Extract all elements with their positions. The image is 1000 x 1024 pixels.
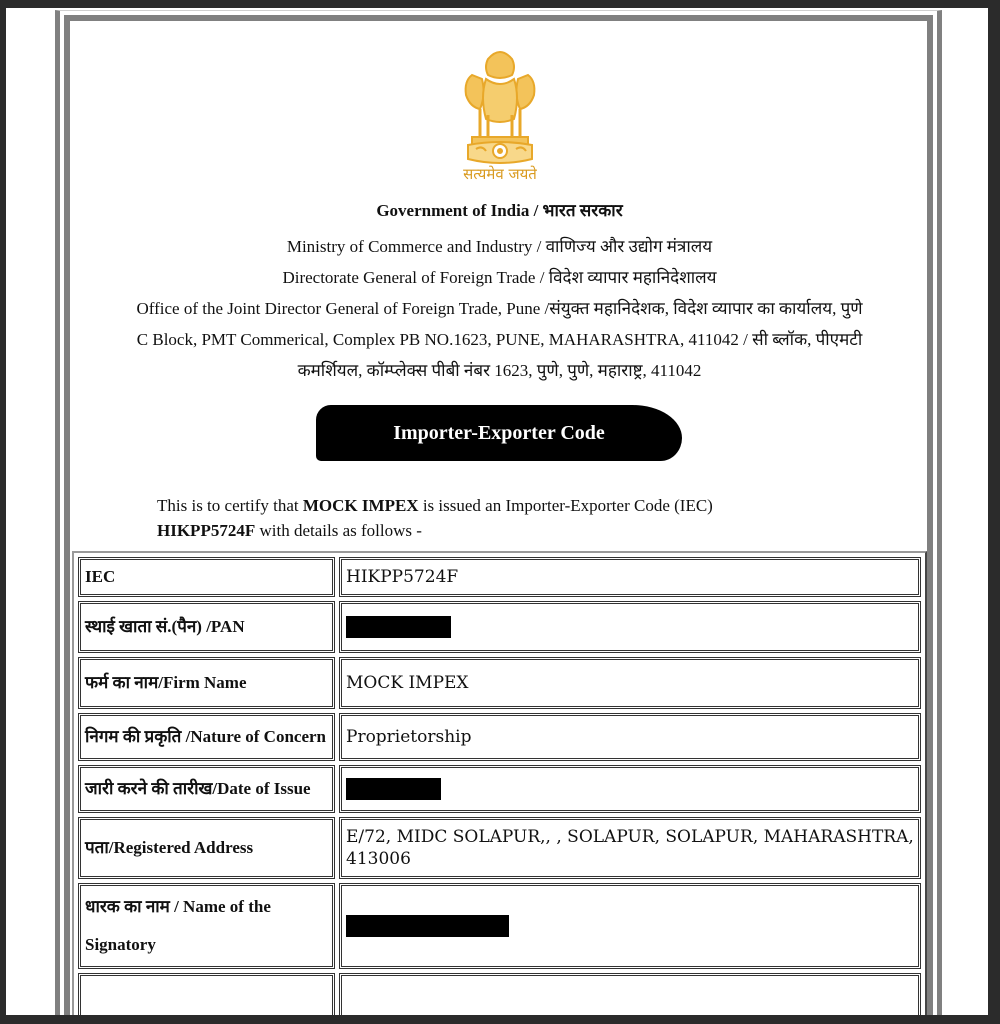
redacted-value-block (346, 778, 441, 800)
redacted-value-block (346, 616, 451, 638)
detail-value: MOCK IMPEX (339, 657, 921, 709)
table-row (78, 713, 921, 761)
office-address-line-2: कमर्शियल, कॉम्प्लेक्स पीबी नंबर 1623, पुणे, पुणे, महाराष्ट्र, 411042 (297, 361, 702, 380)
iec-details-table (72, 551, 927, 1015)
detail-label: फर्म का नाम/Firm Name (78, 657, 335, 709)
detail-label: निगम की प्रकृति /Nature of Concern (78, 713, 335, 761)
emblem-motto: सत्यमेव जयते (463, 165, 537, 183)
detail-value (339, 973, 921, 1015)
office-address-line-1: C Block, PMT Commerical, Complex PB NO.1623, PUNE, MAHARASHTRA, 411042 / सी ब्लॉक, पीएमटी (136, 330, 863, 349)
detail-label: स्थाई खाता सं.(पैन) /PAN (78, 601, 335, 653)
table-row (78, 657, 921, 709)
detail-value: E/72, MIDC SOLAPUR,, , SOLAPUR, SOLAPUR, MAHARASHTRA, 413006 (339, 817, 921, 879)
ministry-line: Ministry of Commerce and Industry / वाणिज्य और उद्योग मंत्रालय (286, 237, 713, 256)
cert-suffix: with details as follows - (255, 521, 422, 540)
table-row (78, 557, 921, 597)
detail-label: जारी करने की तारीख/Date of Issue (78, 765, 335, 813)
table-row (78, 883, 921, 969)
certification-statement (157, 493, 837, 543)
cert-prefix: This is to certify that (157, 496, 303, 515)
office-line: Office of the Joint Director General of Foreign Trade, Pune /संयुक्त महानिदेशक, विदेश व्यापार का कार्यालय, पुणे (136, 299, 863, 318)
cert-iec-code: HIKPP5724F (157, 521, 256, 540)
directorate-line: Directorate General of Foreign Trade / विदेश व्यापार महानिदेशालय (282, 268, 717, 287)
cert-middle: is issued an Importer-Exporter Code (IEC) (418, 496, 713, 515)
document-page (6, 8, 988, 1015)
detail-value: HIKPP5724F (339, 557, 921, 597)
redacted-value-block (346, 915, 509, 937)
detail-label: पता/Registered Address (78, 817, 335, 879)
table-row (78, 601, 921, 653)
certificate-title: Importer-Exporter Code (393, 421, 605, 444)
detail-label (78, 973, 335, 1015)
table-row (78, 765, 921, 813)
detail-label: धारक का नाम / Name of the Signatory (78, 883, 335, 969)
detail-value: Proprietorship (339, 713, 921, 761)
government-title: Government of India / भारत सरकार (376, 201, 623, 220)
detail-label: IEC (78, 557, 335, 597)
table-row (78, 973, 921, 1015)
table-row (78, 817, 921, 879)
detail-value (339, 765, 921, 813)
detail-value (339, 883, 921, 969)
detail-value (339, 601, 921, 653)
certificate-title-banner (316, 405, 682, 461)
cert-firm-name: MOCK IMPEX (302, 496, 419, 515)
